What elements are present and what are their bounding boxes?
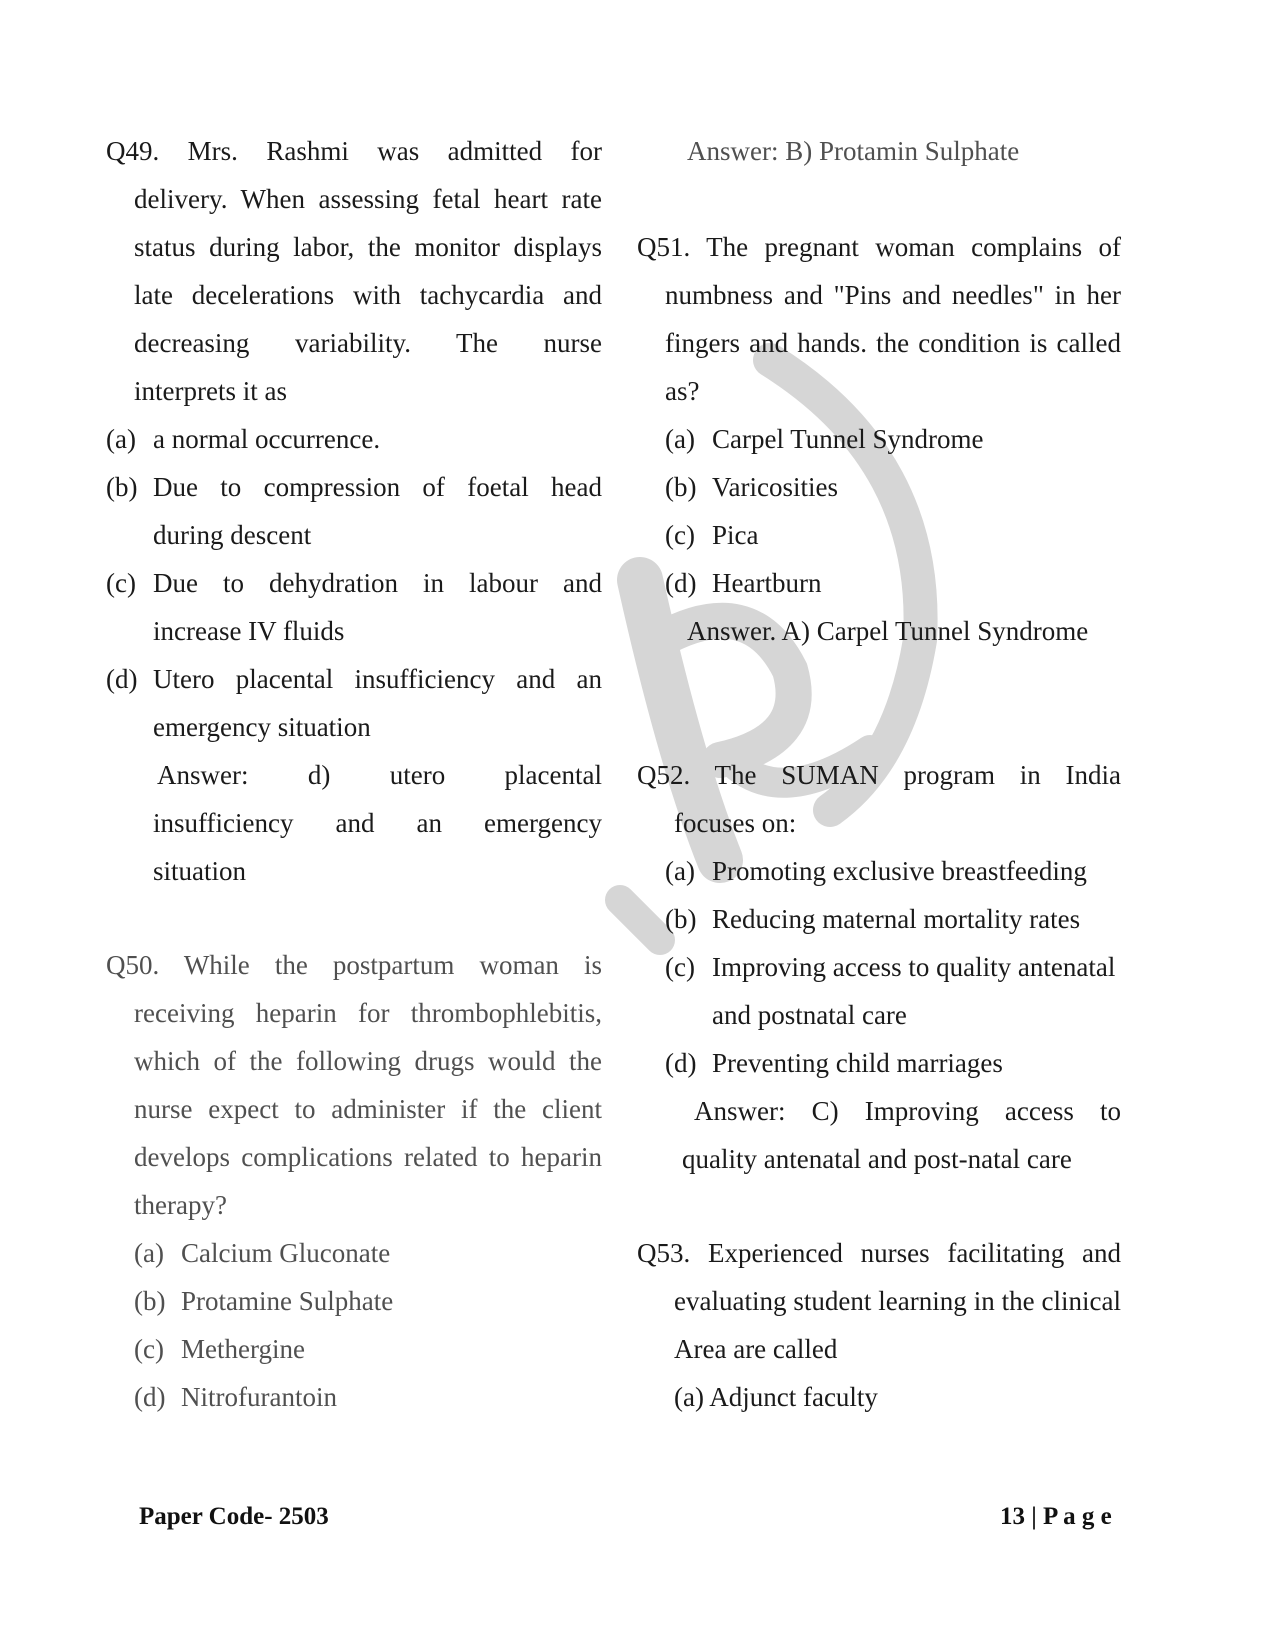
option-text: Preventing child marriages	[712, 1048, 1003, 1078]
q51-stem-line-1: Q51. The pregnant woman complains of	[637, 232, 1121, 262]
q50-stem-line-6: therapy?	[134, 1190, 227, 1220]
q50-answer: Answer: B) Protamin Sulphate	[687, 136, 1020, 166]
q49-option-a	[106, 414, 380, 464]
option-label: (a)	[674, 1382, 704, 1412]
option-label: (d)	[665, 1048, 697, 1078]
option-label: (d)	[665, 568, 697, 598]
option-text: Pica	[712, 520, 759, 550]
q50-option-b	[134, 1276, 393, 1326]
q49-option-b-line-2: during descent	[153, 520, 312, 550]
q49-answer-line-1: Answer: d) utero placental	[157, 760, 602, 790]
q50-option-c	[134, 1324, 305, 1374]
q53-stem-line-2: evaluating student learning in the clinical	[674, 1286, 1121, 1316]
q51-answer: Answer. A) Carpel Tunnel Syndrome	[687, 616, 1089, 646]
q52-answer-line-1: Answer: C) Improving access to	[694, 1096, 1121, 1126]
page-number: 13 | P a g e	[1000, 1503, 1112, 1530]
q52-option-c-line-2: and postnatal care	[712, 1000, 907, 1030]
q50-stem-line-5: develops complications related to heparin	[134, 1142, 602, 1172]
q53-option-a	[674, 1372, 878, 1422]
q49-option-c	[106, 558, 153, 608]
q49-option-b-line-1: Due to compression of foetal head	[153, 472, 602, 502]
option-text: Nitrofurantoin	[181, 1382, 337, 1412]
q51-stem-line-4: as?	[665, 376, 700, 406]
option-text: Improving access to quality antenatal	[712, 952, 1116, 982]
q49-stem-line-6: interprets it as	[134, 376, 287, 406]
q50-stem-line-4: nurse expect to administer if the client	[134, 1094, 602, 1124]
q50-option-a	[134, 1228, 390, 1278]
q49-stem-line-1: Q49. Mrs. Rashmi was admitted for	[106, 136, 602, 166]
q49-option-b	[106, 462, 153, 512]
q50-stem-line-2: receiving heparin for thrombophlebitis,	[134, 998, 602, 1028]
option-text: Calcium Gluconate	[181, 1238, 391, 1268]
q50-option-d	[134, 1372, 337, 1422]
q52-option-c	[665, 942, 1115, 992]
q52-option-b	[665, 894, 1080, 944]
q51-stem-line-2: numbness and "Pins and needles" in her	[665, 280, 1121, 310]
q52-option-a	[665, 846, 1087, 896]
q49-option-c-line-1: Due to dehydration in labour and	[153, 568, 602, 598]
option-label: (d)	[106, 664, 138, 694]
option-text: Varicosities	[712, 472, 838, 502]
q52-stem-line-2: focuses on:	[674, 808, 797, 838]
q51-option-d	[665, 558, 821, 608]
option-label: (c)	[665, 952, 695, 982]
option-label: (a)	[134, 1238, 164, 1268]
option-text: Methergine	[181, 1334, 305, 1364]
q49-option-d	[106, 654, 153, 704]
q49-answer-line-2: insufficiency and an emergency	[153, 808, 602, 838]
option-label: (a)	[665, 856, 695, 886]
option-label: (c)	[106, 568, 136, 598]
q52-option-d	[665, 1038, 1003, 1088]
q49-stem-line-4: late decelerations with tachycardia and	[134, 280, 602, 310]
option-text: Carpel Tunnel Syndrome	[712, 424, 984, 454]
option-label: (d)	[134, 1382, 166, 1412]
q49-option-c-line-2: increase IV fluids	[153, 616, 345, 646]
q49-option-d-line-2: emergency situation	[153, 712, 371, 742]
q51-option-c	[665, 510, 759, 560]
q51-option-b	[665, 462, 838, 512]
q49-option-d-line-1: Utero placental insufficiency and an	[153, 664, 602, 694]
option-text: Adjunct faculty	[709, 1382, 878, 1412]
q53-stem-line-1: Q53. Experienced nurses facilitating and	[637, 1238, 1121, 1268]
option-label: (b)	[134, 1286, 166, 1316]
q52-answer-line-2: quality antenatal and post-natal care	[682, 1144, 1072, 1174]
option-text: Promoting exclusive breastfeeding	[712, 856, 1087, 886]
option-label: (a)	[665, 424, 695, 454]
option-text: Protamine Sulphate	[181, 1286, 394, 1316]
q51-option-a	[665, 414, 984, 464]
option-label: (c)	[665, 520, 695, 550]
option-text: Heartburn	[712, 568, 822, 598]
option-label: (b)	[106, 472, 138, 502]
option-label: (b)	[665, 904, 697, 934]
q52-stem-line-1: Q52. The SUMAN program in India	[637, 760, 1121, 790]
option-text: Reducing maternal mortality rates	[712, 904, 1081, 934]
option-label: (b)	[665, 472, 697, 502]
q50-stem-line-1: Q50. While the postpartum woman is	[106, 950, 602, 980]
q49-stem-line-3: status during labor, the monitor displays	[134, 232, 602, 262]
option-text: a normal occurrence.	[153, 424, 381, 454]
option-label: (c)	[134, 1334, 164, 1364]
q50-stem-line-3: which of the following drugs would the	[134, 1046, 602, 1076]
q51-stem-line-3: fingers and hands. the condition is called	[665, 328, 1121, 358]
q49-stem-line-2: delivery. When assessing fetal heart rate	[134, 184, 602, 214]
q53-stem-line-3: Area are called	[674, 1334, 838, 1364]
paper-code: Paper Code- 2503	[139, 1503, 329, 1530]
option-label: (a)	[106, 424, 136, 454]
q49-answer-line-3: situation	[153, 856, 246, 886]
q49-stem-line-5: decreasing variability. The nurse	[134, 328, 602, 358]
